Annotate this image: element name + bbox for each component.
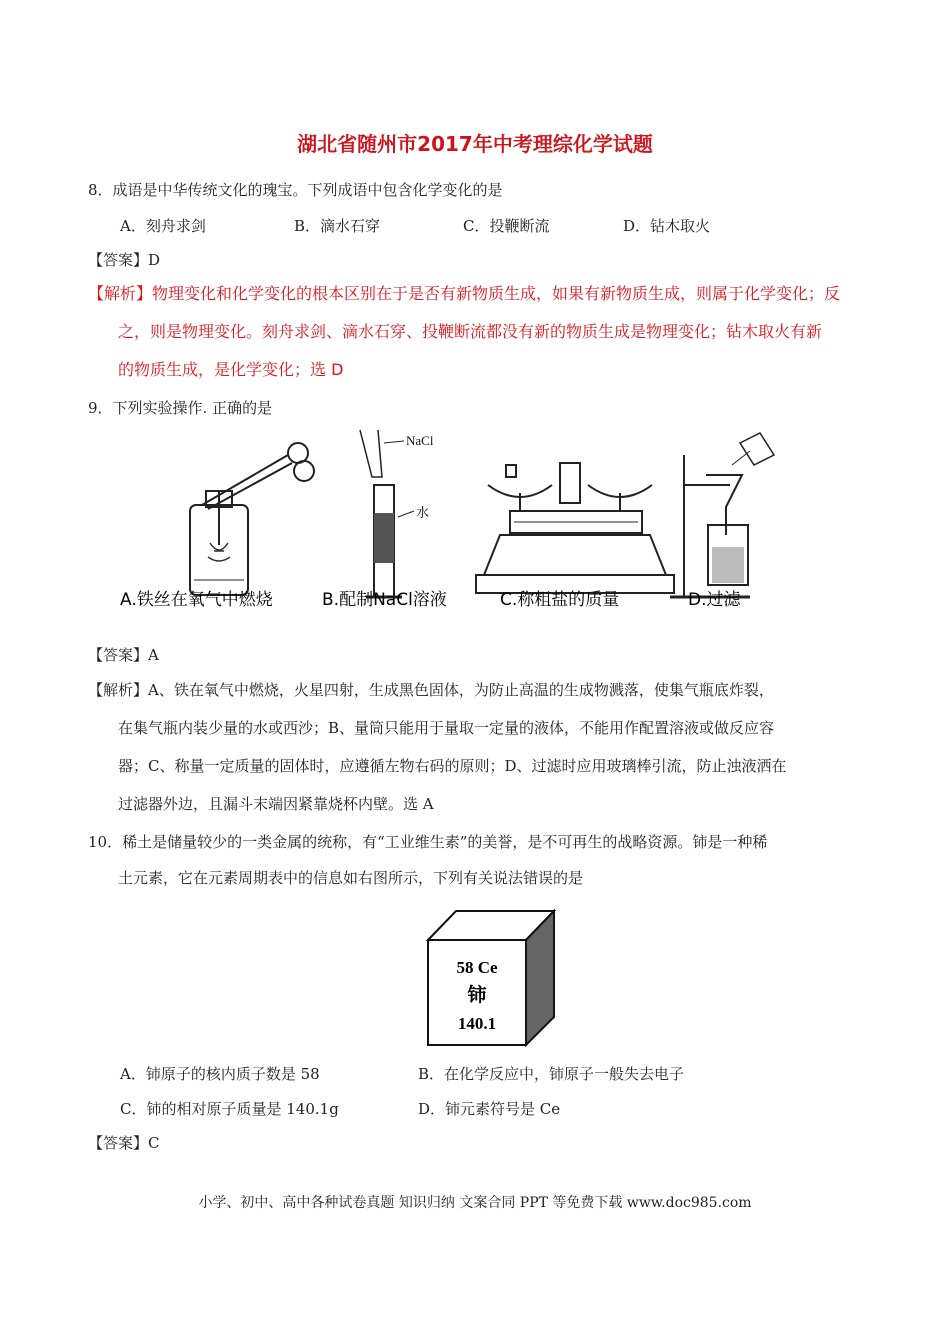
filtration-illustration bbox=[670, 433, 774, 597]
q9-stem: 9．下列实验操作. 正确的是 bbox=[88, 399, 273, 417]
q8-option-d: D．钻木取火 bbox=[623, 217, 711, 235]
q10-option-c: C．铈的相对原子质量是 140.1g bbox=[120, 1100, 339, 1118]
element-mass: 140.1 bbox=[457, 1014, 497, 1033]
q8-option-c: C．投鞭断流 bbox=[463, 217, 550, 235]
q8-analysis-line-3: 的物质生成，是化学变化；选 D bbox=[118, 360, 344, 379]
element-number-symbol: 58 Ce bbox=[456, 958, 498, 977]
graduated-cylinder-illustration bbox=[360, 430, 414, 597]
water-tag: 水 bbox=[416, 506, 430, 521]
balance-illustration bbox=[476, 463, 674, 593]
page-title: 湖北省随州市2017年中考理综化学试题 bbox=[297, 132, 653, 156]
gas-bottle-tongs-illustration bbox=[190, 443, 314, 595]
q8-analysis-line-2: 之，则是物理变化。刻舟求剑、滴水石穿、投鞭断流都没有新的物质生成是物理变化；钻木取火有新 bbox=[118, 322, 823, 341]
q10-answer: 【答案】C bbox=[88, 1134, 160, 1152]
element-name: 铈 bbox=[467, 985, 487, 1006]
fig-label-d: D.过滤 bbox=[688, 590, 741, 610]
q10-option-d: D．铈元素符号是 Ce bbox=[418, 1100, 561, 1118]
q8-answer: 【答案】D bbox=[88, 251, 161, 269]
q9-analysis-line-2: 在集气瓶内装少量的水或西沙；B、量筒只能用于量取一定量的液体，不能用作配置溶液或做反应容 bbox=[118, 719, 775, 737]
q9-analysis-line-1: 【解析】A、铁在氧气中燃烧，火星四射，生成黑色固体，为防止高温的生成物溅落，使集气瓶底炸裂， bbox=[88, 681, 774, 699]
q9-answer: 【答案】A bbox=[88, 646, 159, 664]
fig-label-a: A.铁丝在氧气中燃烧 bbox=[120, 590, 273, 610]
page-footer: 小学、初中、高中各种试卷真题 知识归纳 文案合同 PPT 等免费下载 www.doc985.com bbox=[198, 1195, 752, 1211]
nacl-tag: NaCl bbox=[406, 433, 434, 448]
q10-stem-line-2: 土元素，它在元素周期表中的信息如右图所示，下列有关说法错误的是 bbox=[118, 869, 584, 887]
fig-label-b: B.配制NaCl溶液 bbox=[322, 590, 447, 610]
q9-analysis-line-4: 过滤器外边，且漏斗末端因紧靠烧杯内壁。选 A bbox=[118, 795, 434, 813]
q8-option-a: A．刻舟求剑 bbox=[120, 217, 206, 235]
fig-label-c: C.称粗盐的质量 bbox=[500, 590, 620, 610]
q9-figure bbox=[110, 425, 810, 620]
q10-option-b: B．在化学反应中，铈原子一般失去电子 bbox=[418, 1065, 685, 1083]
q10-stem-line-1: 10．稀土是储量较少的一类金属的统称，有“工业维生素”的美誉，是不可再生的战略资源。铈是一种稀 bbox=[88, 833, 768, 851]
q8-stem: 8．成语是中华传统文化的瑰宝。下列成语中包含化学变化的是 bbox=[88, 181, 503, 199]
q10-option-a: A．铈原子的核内质子数是 58 bbox=[120, 1065, 320, 1083]
q8-analysis-line-1: 【解析】物理变化和化学变化的根本区别在于是否有新物质生成，如果有新物质生成，则属于化学变化；反 bbox=[88, 284, 841, 303]
q8-option-b: B．滴水石穿 bbox=[294, 217, 381, 235]
q9-analysis-line-3: 器；C、称量一定质量的固体时，应遵循左物右码的原则；D、过滤时应用玻璃棒引流，防止浊液洒在 bbox=[118, 757, 787, 775]
element-card bbox=[420, 905, 560, 1050]
